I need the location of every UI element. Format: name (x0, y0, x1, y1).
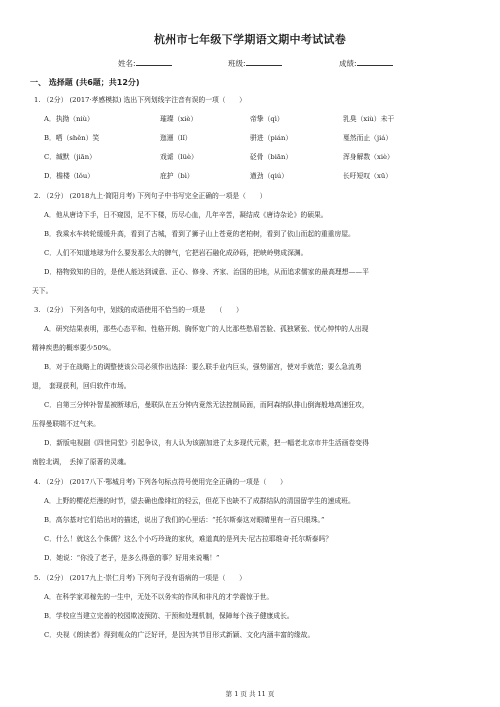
q5-stem: 5. （2分） (2017九上·崇仁月考) 下列句子没有语病的一项是（ ） (34, 574, 246, 582)
q1-d-4: 长吁短叹（xū） (343, 172, 392, 180)
q1-c-1: C．缄默（jiān） (44, 153, 96, 161)
q3-option-b-cont: 退， 套现获利，回归软件市场。 (32, 382, 131, 390)
q3-option-a-cont: 精神疾患的概率要少50%。 (32, 344, 116, 352)
q1-d-1: D．檐楼（lǒu） (44, 172, 95, 180)
q1-a-3: 帝挚（qì） (250, 115, 284, 123)
section-heading: 一、 选择题 (共6题；共12分) (30, 78, 140, 87)
name-field (118, 57, 172, 69)
q5-option-b: B．学校应当建立完善的校园欺凌预防、干预和处理机制，保障每个孩子健康成长。 (44, 612, 294, 620)
q2-option-a: A．他从唐诗下手，日不窥园，足不下楼，历尽心血，几年辛苦，凝结成《唐诗杂论》的硕果。 (44, 211, 328, 219)
q3-option-c-cont: 压得曼联喘不过气来。 (32, 420, 100, 428)
q1-c-4: 浑身解数（xiè） (343, 153, 394, 161)
q1-d-3: 遒劲（qiú） (250, 172, 289, 180)
q2-stem: 2. （2分） (2018九上·简阳月考) 下列句子中书写完全正确的一项是（ ） (34, 192, 267, 200)
q1-c-3: 砭骨（biān） (250, 153, 293, 161)
q3-option-a: A．研究结果表明，那些心态平和、性格开朗、胸怀宽广的人比那些愁眉苦脸、孤独紧张、忧心忡忡的人出现 (44, 325, 369, 333)
score-blank (357, 57, 393, 66)
q2-option-b: B．我乘水车转轮缓缓升高，看到了古城，看到了狮子山上苍竟的老柏树，看到了依山而起的重重房屋。 (44, 230, 355, 238)
q2-option-d: D．格物致知的目的，是使人能达到诚意、正心、修身、齐家、治国的田地，从而追求儒家的最高理想——平 (44, 268, 369, 276)
score-field (339, 57, 393, 69)
class-label: 班级: (228, 59, 246, 68)
q1-b-3: 骈进（pián） (250, 134, 293, 142)
q4-option-b: B．高尔基对它们给出对的描述，说出了我们的心里话：“托尔斯泰这对眼睛里有一百只眼珠。” (44, 516, 325, 524)
q1-b-1: B．哂（shěn）笑 (44, 134, 100, 142)
q1-b-2: 迤逦（lǐ） (160, 134, 192, 142)
q2-option-c: C．人们不知道地球为什么要发那么大的脾气，它把岩石融化成砂砾，把峡岭劈成深渊。 (44, 249, 308, 257)
q3-option-b: B．对于在战略上的调整使该公司必须作出选择：要么联手业内巨头，强势逼宫，使对手就范；要么急流勇 (44, 363, 362, 371)
exam-title: 杭州市七年级下学期语文期中考试试卷 (153, 33, 347, 46)
q4-option-d: D．她说：“你没了老子，是多么得意的事？好用来说嘴！” (44, 554, 220, 562)
q3-option-d-cont: 南腔北调， 丢掉了原著的灵魂。 (32, 458, 131, 466)
q4-stem: 4. （2分） (2017八下·鄂城月考) 下列各句标点符号使用完全正确的一项是（ ） (34, 478, 287, 486)
q1-d-2: 庇护（bì） (160, 172, 194, 180)
q1-c-2: 戏谑（lüè） (160, 153, 198, 161)
page-footer: 第 1 页 共 11 页 (225, 690, 275, 698)
name-label: 姓名: (118, 59, 136, 68)
class-blank (246, 57, 282, 66)
name-blank (136, 57, 172, 66)
q1-a-4: 乳臭（xiù）未干 (343, 115, 395, 123)
q4-option-a: A．上野的樱花烂漫的时节，望去确也像绯红的轻云，但花下也缺不了成群结队的清国留学生的速成班。 (44, 497, 355, 505)
q1-stem: 1. （2分） (2017·孝感模拟) 选出下列划线字注音有误的一项（ ） (34, 96, 246, 104)
q1-b-4: 戛然而止（jiá） (343, 134, 393, 142)
q1-a-1: A．执拗（niù） (44, 115, 94, 123)
q3-option-c: C．自第三分钟补智星被断球后，曼联队在五分钟内竟然无法控制局面，而阿森纳队排山倒海般地高速狂攻， (44, 401, 369, 409)
score-label: 成绩: (339, 59, 357, 68)
q4-option-c: C．什么！就这么个侏儒？这么个小巧玲珑的家伙，难道真的是列夫·尼古拉耶维奇·托尔斯泰吗？ (44, 535, 333, 543)
q3-stem: 3. （2分） 下列各句中，划线的成语使用不恰当的一项是 （ ） (34, 306, 243, 314)
q5-option-a: A．在科学家邓稼先的一生中，无处不以务实的作风和非凡的才学震惊于世。 (44, 593, 274, 601)
q2-option-d-cont: 天下。 (32, 287, 53, 295)
q3-option-d: D．新版电视剧《四世同堂》引起争议，有人认为该剧加进了太多现代元素，把一幅老北京市井生活画卷变得 (44, 439, 369, 447)
q1-a-2: 璀璨（xiè） (160, 115, 198, 123)
class-field (228, 57, 282, 69)
q5-option-c: C．央视《朗读者》得到观众的广泛好评，是因为其节目形式新颖、文化内涵丰富的缘故。 (44, 631, 315, 639)
